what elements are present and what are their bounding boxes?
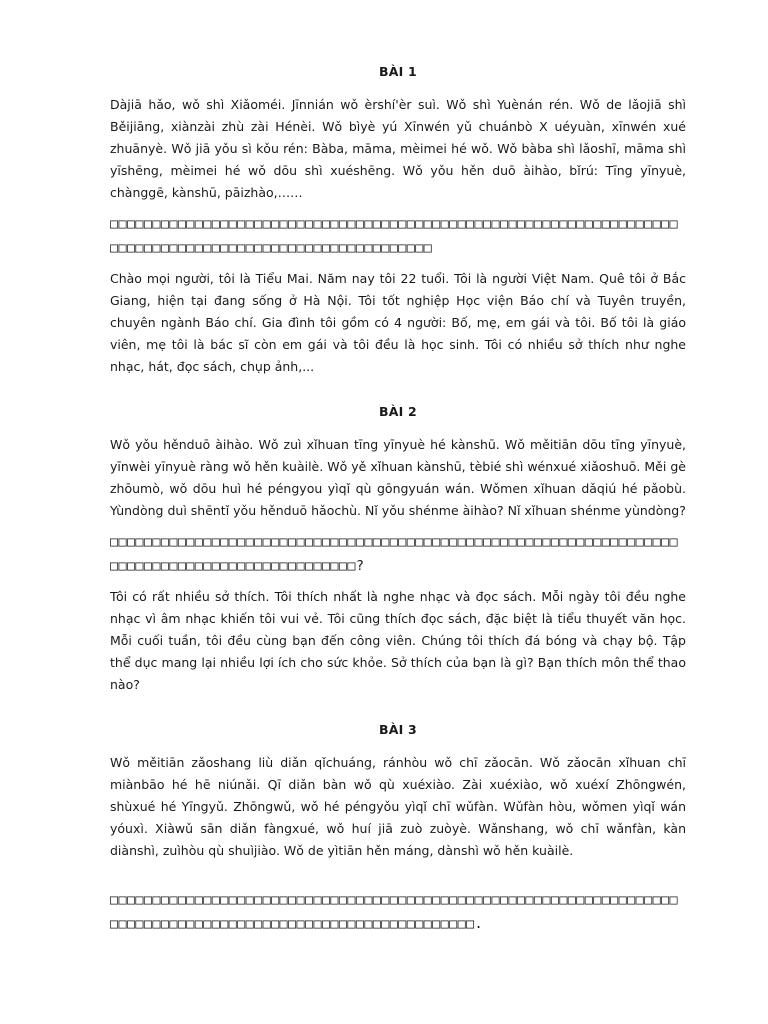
chinese-text-missing-glyphs: □□□□□□□□□□□□□□□□□□□□□□□□□□□□□□□□□□□□□□□□□□□□□□□□□□□□□□□□□□□□□□□□□□□□□□□□□□□□□□□□□□□□□□□□□□□□□□□□□□□□□□□□□□□□□□.	[110, 892, 679, 932]
lesson-2	[110, 404, 686, 696]
chinese-text-missing-glyphs: □□□□□□□□□□□□□□□□□□□□□□□□□□□□□□□□□□□□□□□□□□□□□□□□□□□□□□□□□□□□□□□□□□□□□□□□□□□□□□□□□□□□□□□□□□□□□□□□?	[110, 534, 679, 574]
lesson-3	[110, 722, 686, 936]
vietnamese-paragraph: Tôi có rất nhiều sở thích. Tôi thích nhất là nghe nhạc và đọc sách. Mỗi ngày tôi đều nghe nhạc vì âm nhạc khiến tôi vui vẻ. Tôi cũng thích đọc sách, đặc biệt là tiểu thuyết văn học. Mỗi cuối tuần, tôi đều cùng bạn đến công viên. Chúng tôi thích đá bóng và chạy bộ. Tập thể dục mang lại nhiều lợi ích cho sức khỏe. Sở thích của bạn là gì? Bạn thích môn thể thao nào?	[110, 589, 686, 692]
pinyin-paragraph: Wǒ yǒu hěnduō àihào. Wǒ zuì xǐhuan tīng yīnyuè hé kànshū. Wǒ měitiān dōu tīng yīnyuè, yīnwèi yīnyuè ràng wǒ hěn kuàilè. Wǒ yě xǐhuan kànshū, tèbié shì wénxué xiǎoshuō. Měi gè zhōumò, wǒ dōu huì hé péngyou yìqǐ qù gōngyuán wán. Wǒmen xǐhuan dǎqiú hé pǎobù. Yùndòng duì shēntǐ yǒu hěnduō hǎochù. Nǐ yǒu shénme àihào? Nǐ xǐhuan shénme yùndòng?	[110, 437, 686, 518]
pinyin-paragraph: Dàjiā hǎo, wǒ shì Xiǎoméi. Jīnnián wǒ èrshí'èr suì. Wǒ shì Yuènán rén. Wǒ de lǎojiā shì Běijiāng, xiànzài zhù zài Hénèi. Wǒ bìyè yú Xīnwén yǔ chuánbò X uéyuàn, xīnwén xué zhuānyè. Wǒ jiā yǒu sì kǒu rén: Bàba, māma, mèimei hé wǒ. Wǒ bàba shì lǎoshī, māma shì yīshēng, mèimei hé wǒ dōu shì xuéshēng. Wǒ yǒu hěn duō àihào, bǐrú: Tīng yīnyuè, chànggē, kànshū, pāizhào,……	[110, 97, 686, 200]
lesson-title: BÀI 3	[379, 722, 417, 737]
lesson-1	[110, 64, 686, 378]
chinese-text-missing-glyphs: □□□□□□□□□□□□□□□□□□□□□□□□□□□□□□□□□□□□□□□□□□□□□□□□□□□□□□□□□□□□□□□□□□□□□□□□□□□□□□□□□□□□□□□□□□□□□□□□□□□□□□□□□	[110, 216, 679, 256]
lesson-title: BÀI 2	[379, 404, 417, 419]
pinyin-paragraph: Wǒ měitiān zǎoshang liù diǎn qǐchuáng, ránhòu wǒ chī zǎocān. Wǒ zǎocān xǐhuan chī miànbāo hé hē niúnǎi. Qī diǎn bàn wǒ qù xuéxiào. Zài xuéxiào, wǒ xuéxí Zhōngwén, shùxué hé Yīngyǔ. Zhōngwǔ, wǒ hé péngyǒu yìqǐ chī wǔfàn. Wǔfàn hòu, wǒmen yìqǐ wán yóuxì. Xiàwǔ sān diǎn fàngxué, wǒ huí jiā zuò zuòyè. Wǎnshang, wǒ chī wǎnfàn, kàn diànshì, zuìhòu qù shuìjiào. Wǒ de yìtiān hěn máng, dànshì wǒ hěn kuàilè.	[110, 755, 686, 858]
vietnamese-paragraph: Chào mọi người, tôi là Tiểu Mai. Năm nay tôi 22 tuổi. Tôi là người Việt Nam. Quê tôi ở Bắc Giang, hiện tại đang sống ở Hà Nội. Tôi tốt nghiệp Học viện Báo chí và Tuyên truyền, chuyên ngành Báo chí. Gia đình tôi gồm có 4 người: Bố, mẹ, em gái và tôi. Bố tôi là giáo viên, mẹ tôi là bác sĩ còn em gái và tôi đều là học sinh. Tôi có nhiều sở thích như nghe nhạc, hát, đọc sách, chụp ảnh,...	[110, 271, 686, 374]
lesson-title: BÀI 1	[379, 64, 417, 79]
